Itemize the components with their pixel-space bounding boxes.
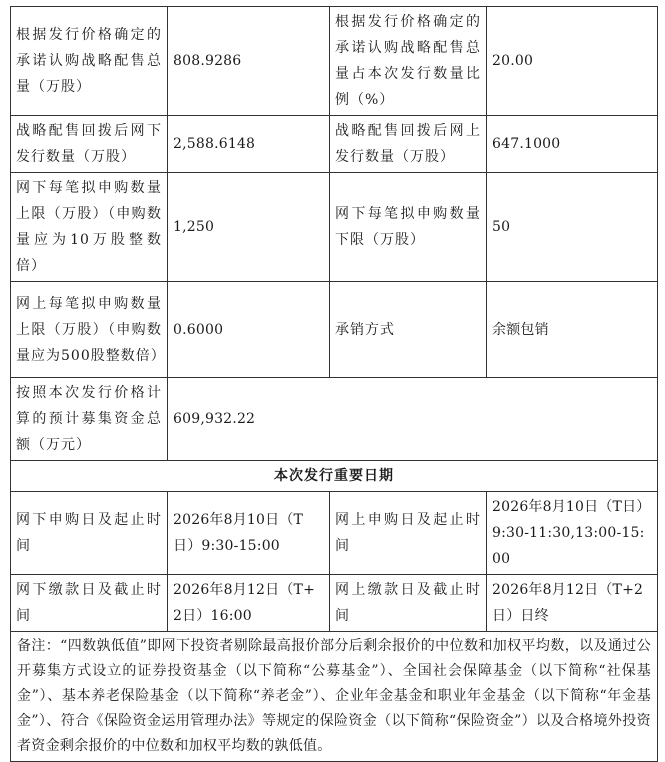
section-header-row <box>11 461 658 492</box>
row-label: 网下申购日及起止时间 <box>11 492 168 575</box>
row-value: 808.9286 <box>168 7 330 116</box>
row-label: 战略配售回拨后网下发行数量（万股） <box>11 116 168 173</box>
row-label: 承销方式 <box>330 282 487 378</box>
row-value: 1,250 <box>168 173 330 282</box>
row-label: 战略配售回拨后网上发行数量（万股） <box>330 116 487 173</box>
table-row <box>11 282 658 378</box>
row-label: 按照本次发行价格计算的预计募集资金总额（万元） <box>11 378 168 461</box>
row-value: 余额包销 <box>487 282 658 378</box>
row-value: 647.1000 <box>487 116 658 173</box>
footnote: 备注：“四数孰低值”即网下投资者剔除最高报价部分后剩余报价的中位数和加权平均数，以及通过公开募集方式设立的证券投资基金（以下简称“公募基金”）、全国社会保障基金（以下简称“社保基金”）、基本养老保险基金（以下简称“养老金”）、企业年金基金和职业年金基金（以下简称“年金基金”）、符合《保险资金运用管理办法》等规定的保险资金（以下简称“保险资金”）以及合格境外投资者资金剩余报价的中位数和加权平均数的孰低值。 <box>11 632 658 762</box>
row-value: 2026年8月12日（T+2日）日终 <box>487 575 658 632</box>
row-value: 20.00 <box>487 7 658 116</box>
row-value: 2026年8月12日（T+2日）16:00 <box>168 575 330 632</box>
table-row <box>11 492 658 575</box>
row-label: 网下缴款日及截止时间 <box>11 575 168 632</box>
note-row <box>11 632 658 762</box>
row-value: 2,588.6148 <box>168 116 330 173</box>
row-label: 网下每笔拟申购数量上限（万股）（申购数量应为10万股整数倍） <box>11 173 168 282</box>
row-label: 根据发行价格确定的承诺认购战略配售总量占本次发行数量比例（%） <box>330 7 487 116</box>
row-value: 50 <box>487 173 658 282</box>
offering-info-table <box>10 6 658 762</box>
row-value: 0.6000 <box>168 282 330 378</box>
row-value: 609,932.22 <box>168 378 658 461</box>
row-label: 根据发行价格确定的承诺认购战略配售总量（万股） <box>11 7 168 116</box>
table-row <box>11 173 658 282</box>
row-label: 网上缴款日及截止时间 <box>330 575 487 632</box>
table-row <box>11 378 658 461</box>
row-label: 网上申购日及起止时间 <box>330 492 487 575</box>
section-title: 本次发行重要日期 <box>11 461 658 492</box>
row-value: 2026年8月10日（T日）9:30-15:00 <box>168 492 330 575</box>
row-value: 2026年8月10日（T日）9:30-11:30,13:00-15:00 <box>487 492 658 575</box>
table-row <box>11 575 658 632</box>
row-label: 网下每笔拟申购数量下限（万股） <box>330 173 487 282</box>
table-row <box>11 116 658 173</box>
table-row <box>11 7 658 116</box>
row-label: 网上每笔拟申购数量上限（万股）（申购数量应为500股整数倍） <box>11 282 168 378</box>
